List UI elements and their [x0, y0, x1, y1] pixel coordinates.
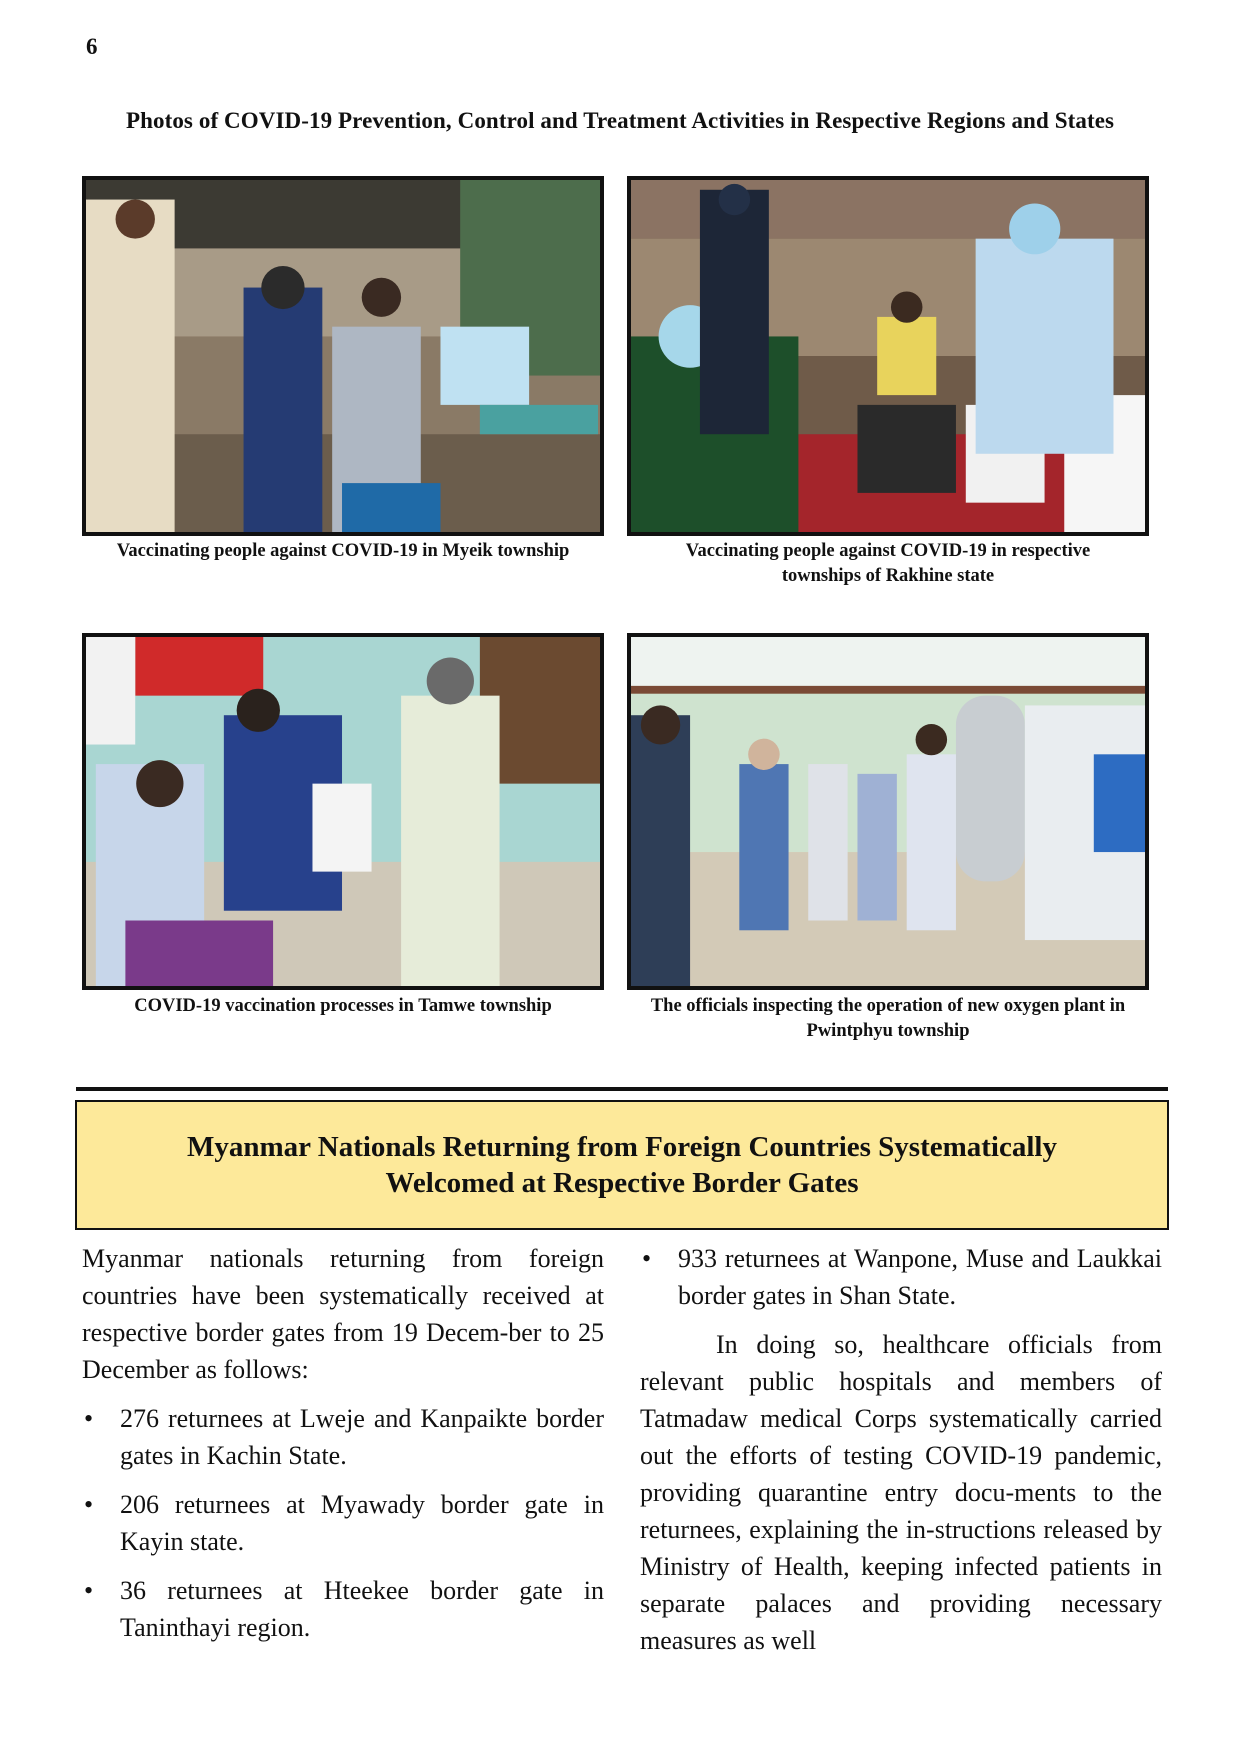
returnees-list [82, 1400, 604, 1646]
list-item: • 36 returnees at Hteekee border gate in Taninthayi region. [82, 1572, 604, 1646]
photo-rakhine-image [631, 180, 1145, 532]
photo-caption-rakhine: Vaccinating people against COVID-19 in respective townships of Rakhine state [685, 541, 1091, 586]
photo-tamwe-vaccination [82, 633, 604, 990]
photo-pwintphyu-image [631, 637, 1145, 986]
photo-caption-tamwe: COVID-19 vaccination processes in Tamwe township [134, 996, 552, 1016]
section-divider [76, 1087, 1168, 1091]
article-body: In doing so, healthcare officials from relevant public hospitals and members of Tatmadaw medical Corps systematically carried out the efforts of testing COVID-19 pandemic, providing quarantine entry docu-ments to the returnees, explaining the in-structions released by Ministry of Health, keeping infected patients in separate palaces and providing necessary measures as well [640, 1330, 1162, 1655]
list-item: • 933 returnees at Wanpone, Muse and Laukkai border gates in Shan State. [640, 1240, 1162, 1314]
article-headline-line2: Welcomed at Respective Border Gates [385, 1167, 859, 1199]
photo-myeik-image [86, 180, 600, 532]
article-headline [187, 1129, 1057, 1201]
photo-rakhine-vaccination [627, 176, 1149, 536]
article-headline-line1: Myanmar Nationals Returning from Foreign Countries Systematically [187, 1131, 1057, 1163]
article-column-right [640, 1240, 1162, 1659]
photo-section-title: Photos of COVID-19 Prevention, Control and Treatment Activities in Respective Regions and States [125, 108, 1115, 133]
photo-caption-myeik: Vaccinating people against COVID-19 in Myeik township [116, 541, 570, 561]
article-intro: Myanmar nationals returning from foreign countries have been systematically received at respective border gates from 19 Decem-ber to 25 December as follows: [82, 1244, 604, 1384]
photo-caption-pwintphyu: The officials inspecting the operation of new oxygen plant in Pwintphyu township [650, 996, 1126, 1041]
photo-tamwe-image [86, 637, 600, 986]
article-column-left [82, 1240, 604, 1658]
returnees-list-continued [640, 1240, 1162, 1314]
list-item: • 206 returnees at Myawady border gate in Kayin state. [82, 1486, 604, 1560]
photo-pwintphyu-oxygen-plant [627, 633, 1149, 990]
photo-myeik-vaccination [82, 176, 604, 536]
list-item: • 276 returnees at Lweje and Kanpaikte border gates in Kachin State. [82, 1400, 604, 1474]
article-headline-box [75, 1100, 1169, 1230]
page-number: 6 [86, 34, 98, 59]
